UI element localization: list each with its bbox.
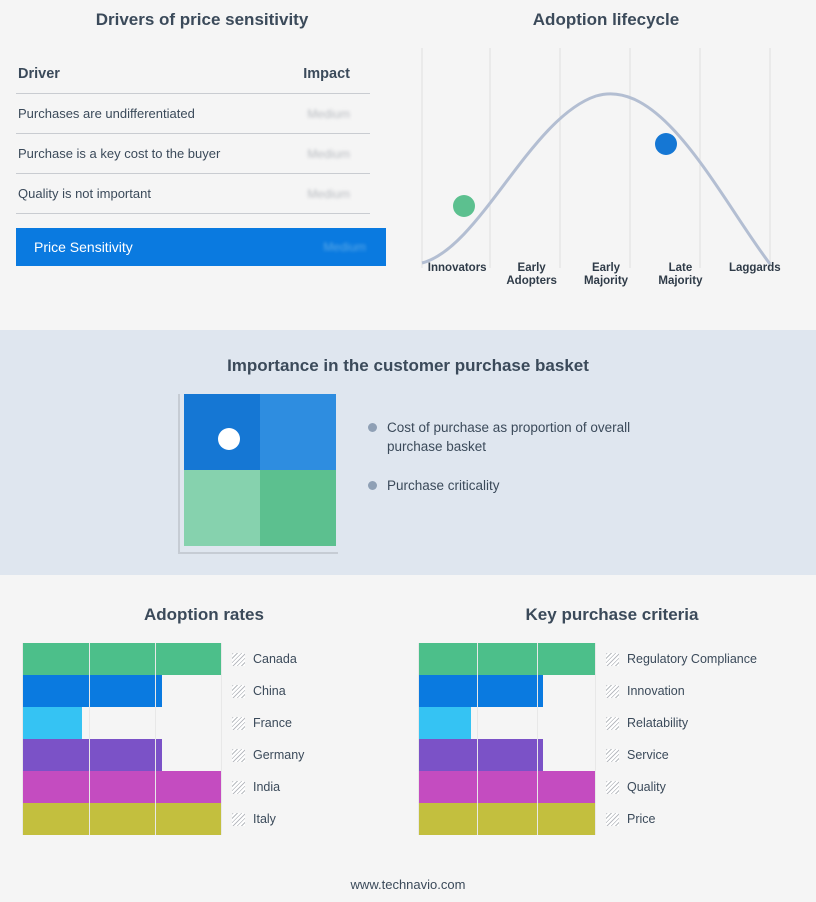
- driver-impact: Medium: [281, 94, 370, 134]
- grid-line: [477, 707, 478, 739]
- bar-legend-item: [606, 684, 685, 698]
- bar-fill: [22, 643, 222, 675]
- key-criteria-chart: [418, 643, 816, 835]
- price-sensitivity-value: Medium: [323, 240, 366, 254]
- basket-section: [0, 330, 816, 575]
- driver-impact: Medium: [281, 134, 370, 174]
- column-header-driver: Driver: [16, 66, 281, 94]
- driver-impact: Medium: [281, 174, 370, 214]
- bar-fill: [22, 707, 82, 739]
- bar-track: [22, 675, 222, 707]
- bar-legend-item: [232, 748, 304, 762]
- basket-title: Importance in the customer purchase basket: [227, 356, 589, 375]
- column-header-impact: Impact: [281, 66, 370, 94]
- bar-fill: [418, 707, 471, 739]
- bar-label-text: France: [253, 716, 292, 730]
- bar-legend-item: [232, 780, 280, 794]
- grid-line: [221, 739, 222, 771]
- adoption-rates-panel: [0, 575, 408, 835]
- bar-fill: [418, 771, 596, 803]
- bar-row: [22, 771, 408, 803]
- pattern-swatch-icon: [232, 717, 245, 730]
- bar-track: [418, 771, 596, 803]
- bottom-section: [0, 575, 816, 902]
- grid-line: [221, 675, 222, 707]
- footer-url: www.technavio.com: [350, 877, 466, 892]
- pattern-swatch-icon: [606, 781, 619, 794]
- legend-label: Cost of purchase as proportion of overall purchase basket: [387, 420, 631, 454]
- adoption-rates-chart: [22, 643, 408, 835]
- bar-label-text: China: [253, 684, 286, 698]
- bar-fill: [418, 739, 543, 771]
- marker-innovators: [453, 195, 475, 217]
- pattern-swatch-icon: [606, 717, 619, 730]
- bar-row: [418, 771, 816, 803]
- pattern-swatch-icon: [232, 685, 245, 698]
- top-section: [0, 0, 816, 330]
- pattern-swatch-icon: [232, 653, 245, 666]
- pattern-swatch-icon: [606, 685, 619, 698]
- lifecycle-curve-svg: [420, 48, 792, 288]
- pattern-swatch-icon: [606, 653, 619, 666]
- marker-late-majority: [655, 133, 677, 155]
- pattern-swatch-icon: [232, 813, 245, 826]
- bar-legend-item: [232, 652, 297, 666]
- bar-label-text: Quality: [627, 780, 666, 794]
- bar-row: [22, 707, 408, 739]
- bar-row: [418, 803, 816, 835]
- grid-line: [155, 707, 156, 739]
- bar-legend-item: [606, 652, 757, 666]
- table-header-row: [16, 66, 370, 94]
- grid-line: [537, 707, 538, 739]
- bar-legend-item: [232, 812, 276, 826]
- bar-fill: [22, 675, 162, 707]
- bar-track: [22, 739, 222, 771]
- quadrant-top-right: [260, 394, 336, 470]
- bar-track: [418, 643, 596, 675]
- bar-label-text: Italy: [253, 812, 276, 826]
- quadrant-grid: [184, 394, 336, 546]
- table-row: [16, 94, 370, 134]
- driver-name: Purchase is a key cost to the buyer: [16, 134, 281, 174]
- bar-legend-item: [606, 748, 669, 762]
- bar-row: [418, 675, 816, 707]
- price-sensitivity-summary: [16, 228, 386, 266]
- bar-legend-item: [606, 780, 666, 794]
- bar-fill: [418, 643, 596, 675]
- bar-legend-item: [232, 716, 292, 730]
- stage-label-laggards: Laggards: [728, 262, 781, 274]
- bar-track: [22, 771, 222, 803]
- driver-name: Purchases are undifferentiated: [16, 94, 281, 134]
- bar-fill: [418, 675, 543, 707]
- bar-row: [418, 707, 816, 739]
- bar-label-text: Service: [627, 748, 669, 762]
- bar-track: [418, 675, 596, 707]
- bar-label-text: Canada: [253, 652, 297, 666]
- bar-label-text: Price: [627, 812, 656, 826]
- quadrant-marker-dot: [218, 428, 240, 450]
- adoption-rates-title: Adoption rates: [144, 605, 264, 624]
- bullet-icon: [368, 481, 377, 490]
- bullet-icon: [368, 423, 377, 432]
- bar-row: [22, 643, 408, 675]
- pattern-swatch-icon: [232, 749, 245, 762]
- bar-row: [418, 739, 816, 771]
- bar-fill: [22, 803, 222, 835]
- price-sensitivity-label: Price Sensitivity: [34, 239, 133, 255]
- stage-label-early-adopters: Early Adopters: [506, 262, 557, 287]
- legend-item: [368, 476, 668, 495]
- bar-track: [22, 707, 222, 739]
- bar-label-text: Germany: [253, 748, 305, 762]
- grid-line: [595, 707, 596, 739]
- bar-legend-item: [232, 684, 286, 698]
- bar-legend-item: [606, 716, 688, 730]
- key-criteria-title: Key purchase criteria: [525, 605, 699, 624]
- grid-line: [89, 707, 90, 739]
- bar-row: [22, 803, 408, 835]
- bar-fill: [22, 739, 162, 771]
- legend-label: Purchase criticality: [387, 478, 500, 493]
- pattern-swatch-icon: [232, 781, 245, 794]
- pattern-swatch-icon: [606, 749, 619, 762]
- quadrant-bottom-right: [260, 470, 336, 546]
- bar-row: [418, 643, 816, 675]
- basket-quadrant-chart: [178, 394, 338, 554]
- lifecycle-panel: [410, 10, 802, 288]
- bar-label-text: Relatability: [627, 716, 689, 730]
- bar-legend-item: [606, 812, 655, 826]
- bar-fill: [418, 803, 596, 835]
- quadrant-bottom-left: [184, 470, 260, 546]
- bar-track: [22, 803, 222, 835]
- table-row: [16, 134, 370, 174]
- grid-line: [595, 675, 596, 707]
- bar-track: [418, 803, 596, 835]
- bar-row: [22, 675, 408, 707]
- lifecycle-stage-labels: [420, 262, 792, 288]
- stage-label-innovators: Innovators: [427, 262, 487, 274]
- grid-line: [221, 707, 222, 739]
- lifecycle-title: Adoption lifecycle: [532, 10, 680, 29]
- drivers-table: [16, 66, 370, 214]
- bar-track: [418, 739, 596, 771]
- bar-track: [418, 707, 596, 739]
- bar-row: [22, 739, 408, 771]
- key-criteria-panel: [408, 575, 816, 835]
- bar-label-text: Regulatory Compliance: [627, 652, 757, 666]
- bar-label-text: India: [253, 780, 281, 794]
- lifecycle-chart: [420, 48, 792, 288]
- drivers-title: Drivers of price sensitivity: [95, 10, 309, 29]
- stage-label-early-majority: Early Majority: [583, 262, 629, 287]
- pattern-swatch-icon: [606, 813, 619, 826]
- basket-legend: [368, 418, 668, 515]
- driver-name: Quality is not important: [16, 174, 281, 214]
- stage-label-late-majority: Late Majority: [658, 262, 703, 287]
- grid-line: [595, 739, 596, 771]
- bar-label-text: Innovation: [627, 684, 685, 698]
- bar-fill: [22, 771, 222, 803]
- legend-item: [368, 418, 668, 456]
- table-row: [16, 174, 370, 214]
- bar-track: [22, 643, 222, 675]
- drivers-panel: [16, 10, 388, 266]
